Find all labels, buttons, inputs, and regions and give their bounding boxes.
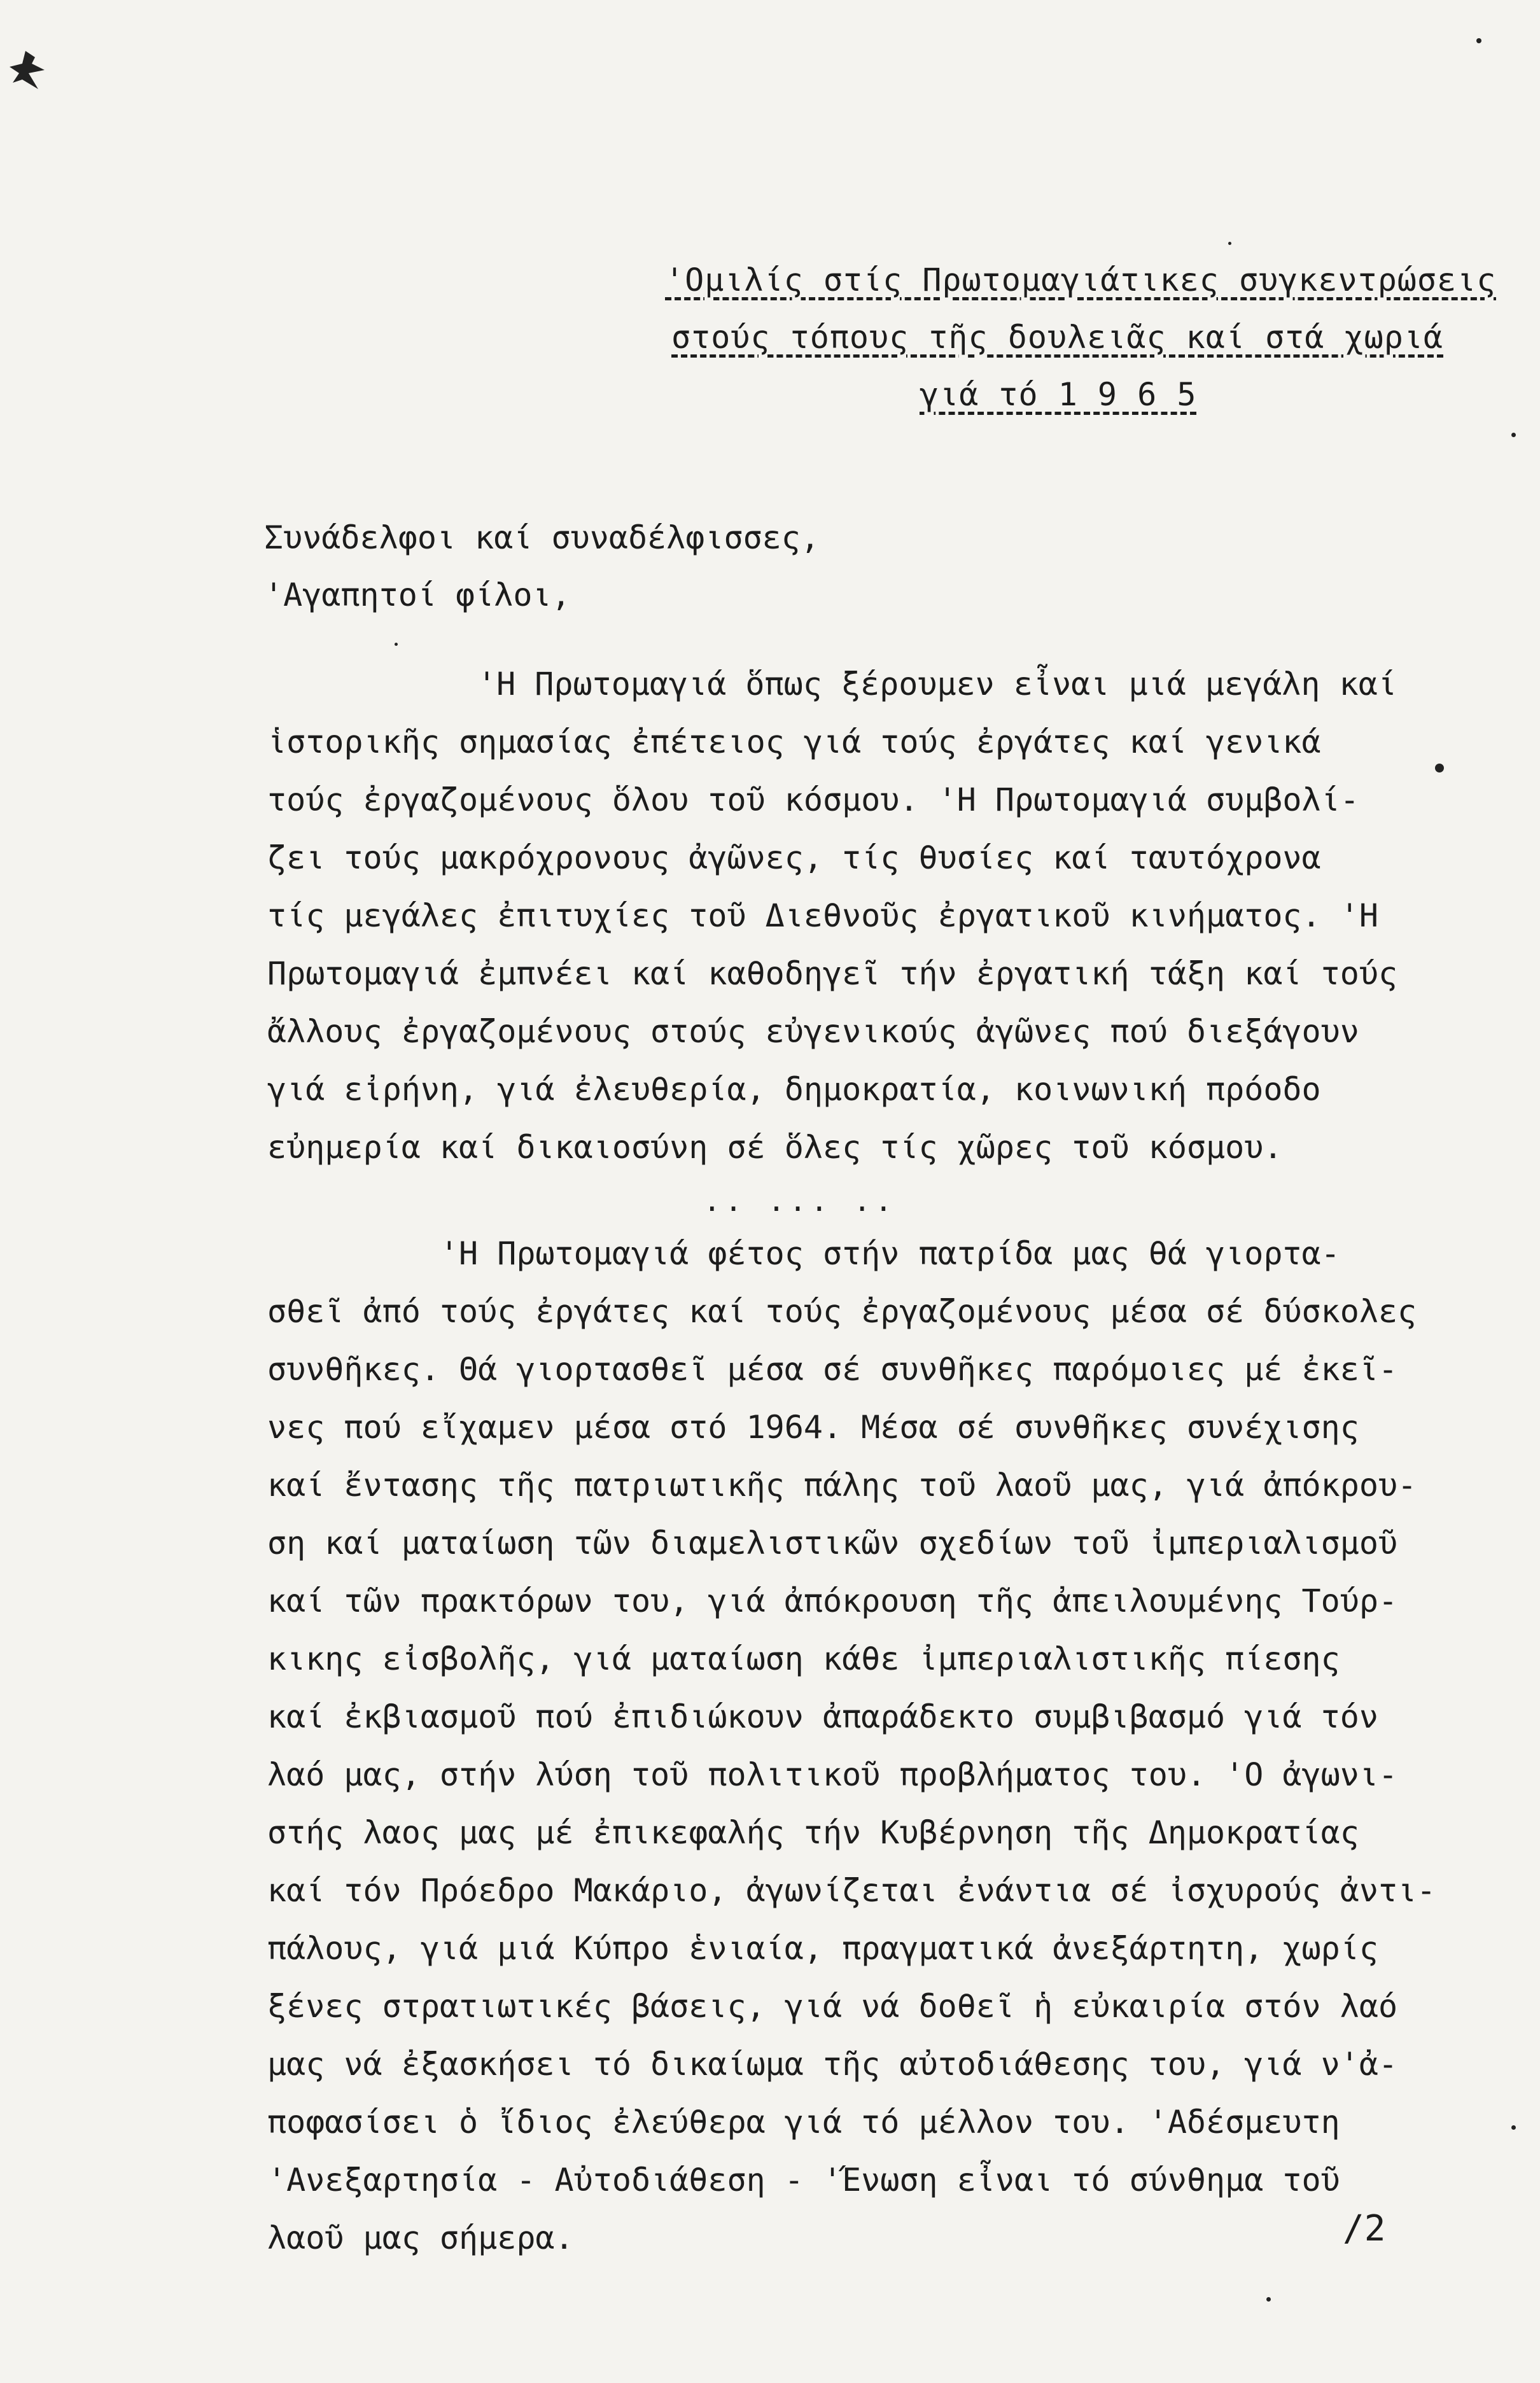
document-title — [665, 251, 1499, 423]
scan-speck — [1511, 2125, 1516, 2130]
paragraph-line: 'Η Πρωτομαγιά ὅπως ξέρουμεν εἶναι μιά μεγάλη καί — [477, 666, 1397, 702]
paragraph-line: εὐημερία καί δικαιοσύνη σέ ὅλες τίς χῶρες τοῦ κόσμου. — [267, 1129, 1283, 1166]
section-separator: .. ... .. — [703, 1184, 897, 1218]
paragraph-line: μας νά ἐξασκήσει τό δικαίωμα τῆς αὐτοδιάθεσης του, γιά ν'ἀ- — [267, 2046, 1398, 2083]
paragraph-line: ση καί ματαίωση τῶν διαμελιστικῶν σχεδίων τοῦ ἰμπεριαλισμοῦ — [267, 1525, 1398, 1562]
paragraph-line: λαό μας, στήν λύση τοῦ πολιτικοῦ προβλήματος του. 'Ο ἀγωνι- — [267, 1756, 1398, 1793]
scan-speck — [395, 643, 398, 646]
paragraph-line: ἄλλους ἐργαζομένους στούς εὐγενικούς ἀγῶνες πού διεξάγουν — [267, 1013, 1359, 1050]
paragraph-line: τίς μεγάλες ἐπιτυχίες τοῦ Διεθνοῦς ἐργατικοῦ κινήματος. 'Η — [267, 897, 1378, 934]
paragraph-line: σθεῖ ἀπό τούς ἐργάτες καί τούς ἐργαζομένους μέσα σέ δύσκολες — [267, 1293, 1417, 1330]
paragraph-2 — [267, 1225, 1476, 2267]
paragraph-1 — [267, 655, 1476, 1177]
paragraph-line: ζει τούς μακρόχρονους ἀγῶνες, τίς θυσίες καί ταυτόχρονα — [267, 839, 1321, 876]
paragraph-line: στής λαος μας μέ ἐπικεφαλής τήν Κυβέρνηση τῆς Δημοκρατίας — [267, 1814, 1359, 1851]
salutation-line-1: Συνάδελφοι καί συναδέλφισσες, — [264, 519, 820, 556]
paragraph-line: ἱστορικῆς σημασίας ἐπέτειος γιά τούς ἐργάτες καί γενικά — [267, 723, 1321, 760]
paragraph-line: τούς ἐργαζομένους ὅλου τοῦ κόσμου. 'Η Πρωτομαγιά συμβολί- — [267, 781, 1359, 818]
paragraph-line: λαοῦ μας σήμερα. — [267, 2219, 574, 2256]
paragraph-line: καί τῶν πρακτόρων του, γιά ἀπόκρουση τῆς ἀπειλουμένης Τούρ- — [267, 1583, 1398, 1619]
paragraph-line: 'Ανεξαρτησία - Αὐτοδιάθεση - 'Ένωση εἶναι τό σύνθημα τοῦ — [267, 2162, 1340, 2198]
paragraph-line: συνθῆκες. Θά γιορτασθεῖ μέσα σέ συνθῆκες παρόμοιες μέ ἐκεῖ- — [267, 1351, 1398, 1388]
paragraph-line: 'Η Πρωτομαγιά φέτος στήν πατρίδα μας θά γιορτα- — [267, 1235, 1340, 1272]
paragraph-line: Πρωτομαγιά ἐμπνέει καί καθοδηγεῖ τήν ἐργατική τάξη καί τούς — [267, 955, 1398, 992]
title-line-1: 'Ομιλίς στίς Πρωτομαγιάτικες συγκεντρώσεις — [665, 262, 1497, 298]
ink-blot-mark — [6, 45, 57, 102]
paragraph-line: πάλους, γιά μιά Κύπρο ἑνιαία, πραγματικά ἀνεξάρτητη, χωρίς — [267, 1930, 1378, 1967]
paragraph-line: νες πού εἴχαμεν μέσα στό 1964. Μέσα σέ συνθῆκες συνέχισης — [267, 1409, 1359, 1446]
title-line-2: στούς τόπους τῆς δουλειᾶς καί στά χωριά — [671, 319, 1443, 356]
paragraph-line: κικης εἰσβολῆς, γιά ματαίωση κάθε ἰμπεριαλιστικῆς πίεσης — [267, 1640, 1340, 1677]
scan-speck — [1476, 38, 1481, 43]
salutation — [264, 509, 820, 624]
salutation-line-2: 'Αγαπητοί φίλοι, — [264, 577, 571, 613]
title-line-3: γιά τό 1 9 6 5 — [920, 376, 1197, 413]
paragraph-line: ξένες στρατιωτικές βάσεις, γιά νά δοθεῖ ἡ εὐκαιρία στόν λαό — [267, 1988, 1398, 2025]
scan-speck — [1266, 2297, 1271, 2302]
paragraph-line: γιά εἰρήνη, γιά ἐλευθερία, δημοκρατία, κοινωνική πρόοδο — [267, 1071, 1321, 1108]
scan-speck — [1511, 433, 1516, 437]
paragraph-line: καί τόν Πρόεδρο Μακάριο, ἀγωνίζεται ἐνάντια σέ ἰσχυρούς ἀντι- — [267, 1872, 1436, 1909]
scan-speck — [1435, 764, 1444, 772]
paragraph-line: ποφασίσει ὁ ἴδιος ἐλεύθερα γιά τό μέλλον του. 'Αδέσμευτη — [267, 2104, 1340, 2141]
paragraph-line: καί ἐκβιασμοῦ πού ἐπιδιώκουν ἀπαράδεκτο συμβιβασμό γιά τόν — [267, 1698, 1378, 1735]
scan-speck — [1228, 242, 1231, 245]
paragraph-line: καί ἔντασης τῆς πατριωτικῆς πάλης τοῦ λαοῦ μας, γιά ἀπόκρου- — [267, 1467, 1417, 1504]
page-number: /2 — [1343, 2208, 1386, 2249]
